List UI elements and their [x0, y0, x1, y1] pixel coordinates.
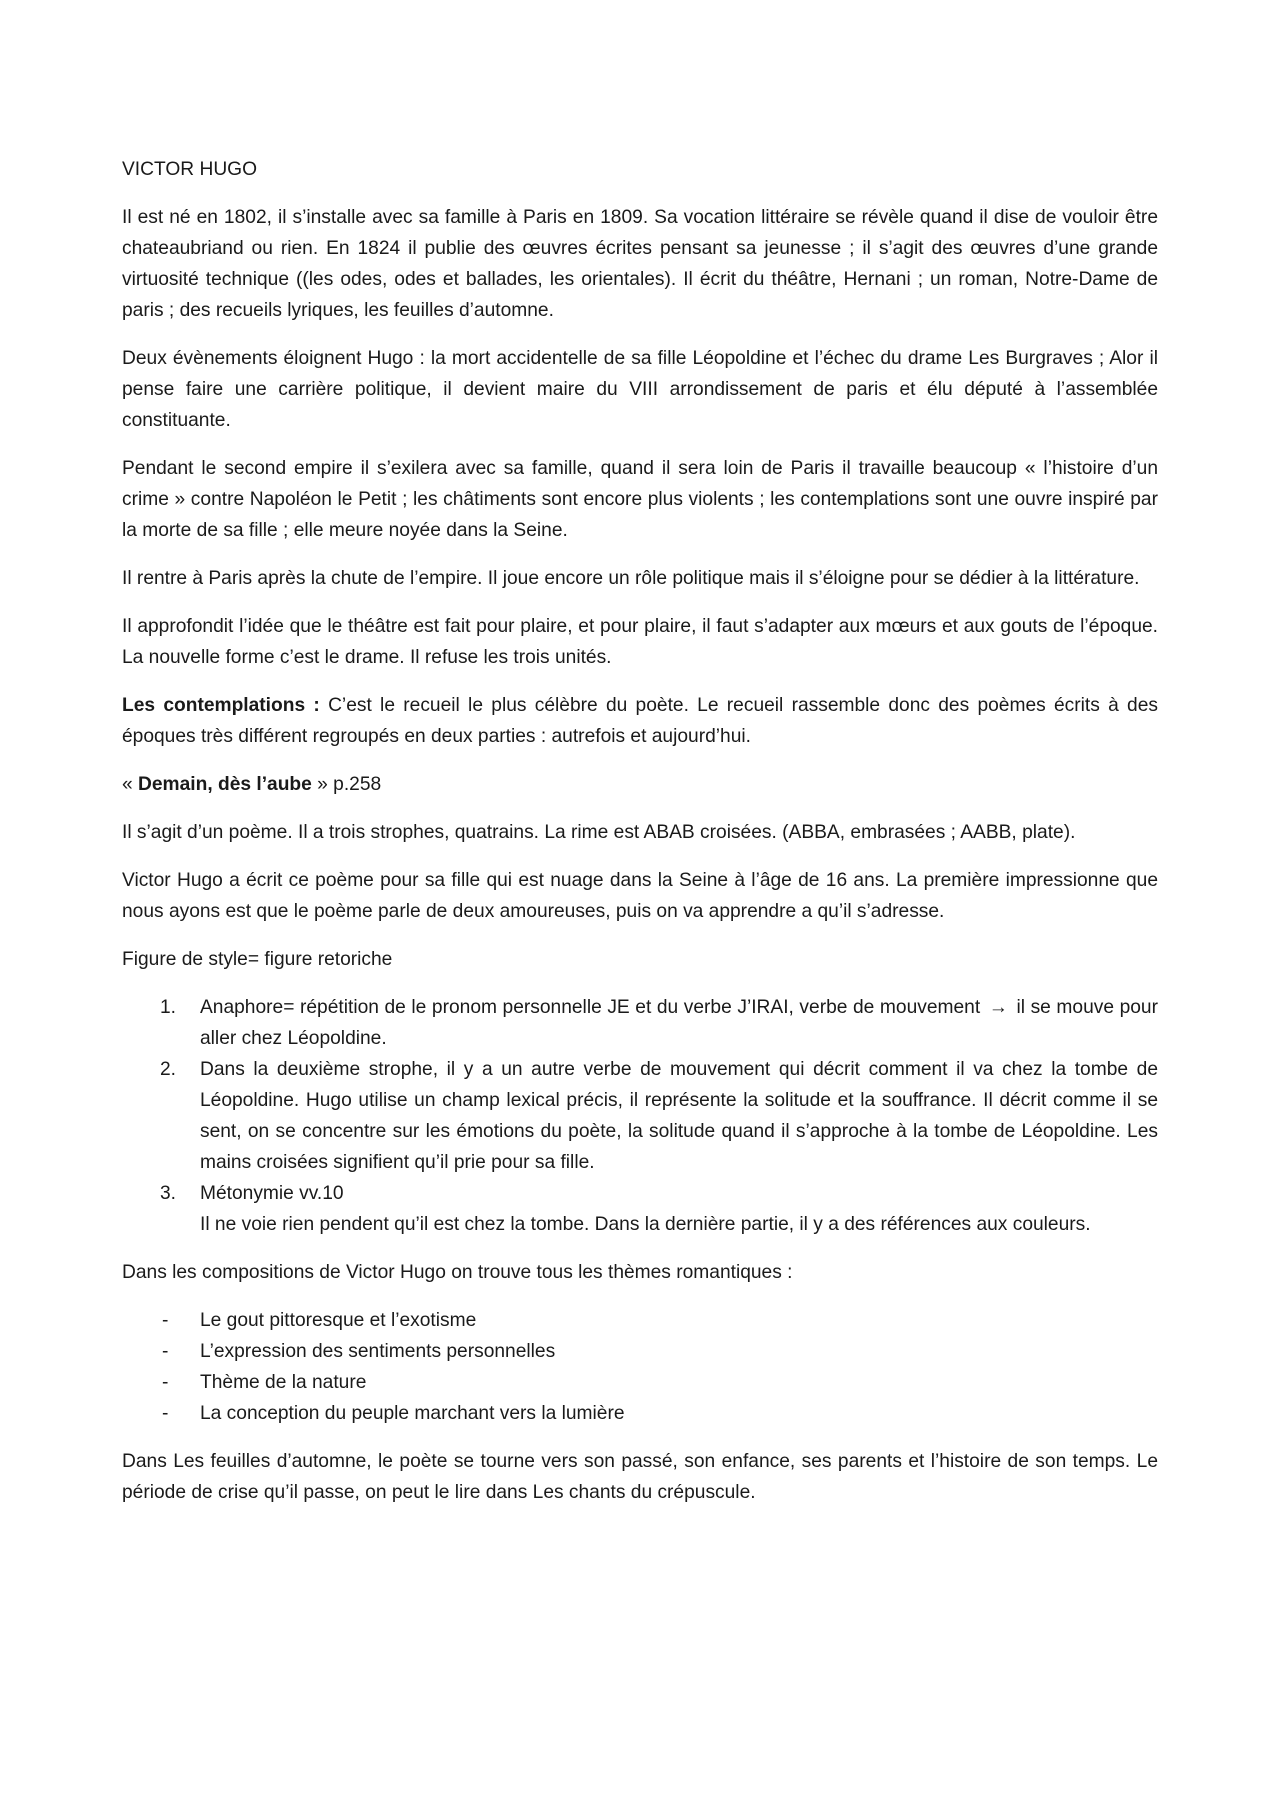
- paragraph-theatre: Il approfondit l’idée que le théâtre est fait pour plaire, et pour plaire, il faut s’adapter aux mœurs et aux gouts de l’époque. La nouvelle forme c’est le drame. Il refuse les trois unités.: [122, 616, 1158, 668]
- list-item: [122, 1054, 1158, 1178]
- contemplations-heading: Les contemplations :: [122, 695, 320, 716]
- list-item: [122, 992, 1158, 1054]
- dash-marker: -: [162, 1372, 169, 1393]
- paragraph-politics: Deux évènements éloignent Hugo : la mort accidentelle de sa fille Léopoldine et l’échec du drame Les Burgraves ; Alor il pense faire une carrière politique, il devient maire du VIII arrondissement de paris et élu député à l’assemblée constituante.: [122, 348, 1158, 431]
- paragraph-figures: Figure de style= figure retoriche: [122, 949, 393, 970]
- arrow-right-icon: →: [988, 997, 1008, 1018]
- list-item: [122, 1336, 1158, 1367]
- paragraph-exile: Pendant le second empire il s’exilera avec sa famille, quand il sera loin de Paris il travaille beaucoup « l’histoire d’un crime » contre Napoléon le Petit ; les châtiments sont encore plus violents ; les contemplations sont une ouvre inspiré par la morte de sa fille ; elle meure noyée dans la Seine.: [122, 458, 1158, 541]
- list-item-text: Il ne voie rien pendent qu’il est chez la tombe. Dans la dernière partie, il y a des références aux couleurs.: [200, 1214, 1091, 1235]
- list-item: [122, 1305, 1158, 1336]
- poem-page-ref: » p.258: [311, 774, 382, 795]
- list-item-text: Anaphore= répétition de le pronom personnelle JE et du verbe J’IRAI, verbe de mouvement: [200, 997, 986, 1018]
- paragraph-contemplations: [122, 690, 1158, 752]
- paragraph-themes-intro: Dans les compositions de Victor Hugo on trouve tous les thèmes romantiques :: [122, 1262, 793, 1283]
- dash-marker: -: [162, 1403, 169, 1424]
- list-item-text: Dans la deuxième strophe, il y a un autre verbe de mouvement qui décrit comment il va chez la tombe de Léopoldine. Hugo utilise un champ lexical précis, il représente la solitude et la souffrance. Il décrit comme il se sent, on se concentre sur les émotions du poète, la solitude quand il s’approche à la tombe de Léopoldine. Les mains croisées signifient qu’il prie pour sa fille.: [200, 1059, 1158, 1173]
- contemplations-text: C’est le recueil le plus célèbre du poète. Le recueil rassemble donc des poèmes écrits à des époques très différent regroupés en deux parties : autrefois et aujourd’hui.: [122, 695, 1158, 747]
- list-item: [122, 1178, 1158, 1240]
- list-marker: 1.: [160, 997, 177, 1018]
- list-marker: 2.: [160, 1059, 177, 1080]
- list-item-text: Thème de la nature: [200, 1372, 367, 1393]
- list-item-text: La conception du peuple marchant vers la lumière: [200, 1403, 625, 1424]
- list-marker: 3.: [160, 1183, 177, 1204]
- list-item-text-continued: il se mouve pour aller chez Léopoldine.: [200, 997, 1158, 1049]
- paragraph-poem-structure: Il s’agit d’un poème. Il a trois strophes, quatrains. La rime est ABAB croisées. (ABBA, embrasées ; AABB, plate).: [122, 822, 1076, 843]
- dash-marker: -: [162, 1341, 169, 1362]
- document-title: VICTOR HUGO: [122, 159, 258, 180]
- poem-title: Demain, dès l’aube: [138, 774, 312, 795]
- dash-marker: -: [162, 1310, 169, 1331]
- paragraph-poem-context: Victor Hugo a écrit ce poème pour sa fille qui est nuage dans la Seine à l’âge de 16 ans. La première impressionne que nous ayons est que le poème parle de deux amoureuses, puis on va apprendre a qu’il s’adresse.: [122, 870, 1158, 922]
- list-item: [122, 1367, 1158, 1398]
- themes-list: [122, 1305, 1158, 1429]
- list-item-text: Le gout pittoresque et l’exotisme: [200, 1310, 477, 1331]
- list-item-text: L’expression des sentiments personnelles: [200, 1341, 556, 1362]
- paragraph-feuilles-automne: Dans Les feuilles d’automne, le poète se tourne vers son passé, son enfance, ses parents et l’histoire de son temps. Le période de crise qu’il passe, on peut le lire dans Les chants du crépuscule.: [122, 1451, 1158, 1503]
- figures-list: [122, 992, 1158, 1240]
- list-item-heading: Métonymie vv.10: [200, 1183, 344, 1204]
- paragraph-poem-title: [122, 769, 1158, 800]
- paragraph-biography: Il est né en 1802, il s’installe avec sa famille à Paris en 1809. Sa vocation littéraire se révèle quand il dise de vouloir être chateaubriand ou rien. En 1824 il publie des œuvres écrites pensant sa jeunesse ; il s’agit des œuvres d’une grande virtuosité technique ((les odes, odes et ballades, les orientales). Il écrit du théâtre, Hernani ; un roman, Notre-Dame de paris ; des recueils lyriques, les feuilles d’automne.: [122, 207, 1158, 321]
- paragraph-return: Il rentre à Paris après la chute de l’empire. Il joue encore un rôle politique mais il s’éloigne pour se dédier à la littérature.: [122, 568, 1140, 589]
- document-content: [122, 154, 1158, 1525]
- poem-quote-open: «: [122, 774, 139, 795]
- list-item: [122, 1398, 1158, 1429]
